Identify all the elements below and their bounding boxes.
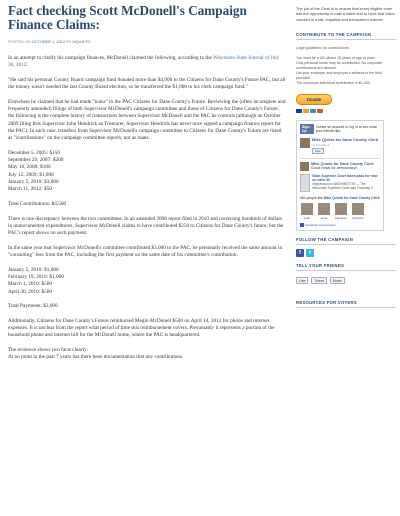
meta-date-link[interactable]: OCTOBER 1, 2012 [31, 40, 66, 44]
contribution-item: March 11, 2012: $50 [8, 186, 52, 193]
amex-card-icon [310, 109, 316, 113]
main-content [8, 0, 286, 369]
post-body [8, 55, 286, 361]
contribute-heading: CONTRIBUTE TO THE CAMPAIGN [296, 32, 396, 40]
payment-item: January 5, 2010: $1,000 [8, 266, 59, 273]
fb-signup-text: Create an account or log in to see what your friends like. [315, 124, 377, 133]
payments-list [8, 267, 286, 296]
meta-by: BY [66, 40, 72, 44]
fb-page-header [300, 138, 380, 154]
fb-fan[interactable] [317, 203, 331, 220]
contribution-item: July 12, 2009: $1,000 [8, 171, 54, 178]
sidebar-intro: The job of the Clerk is to ensure that every eligible voter has the opportunity to cast a ballot and to have that ballot counted in a fair, impartial and transparent manner. [296, 6, 395, 22]
fb-fan[interactable] [334, 203, 348, 220]
meta-prefix: POSTED ON [8, 40, 31, 44]
legal-line: The maximum individual contribution is $1,000. [296, 81, 371, 86]
sidebar [296, 0, 396, 308]
payment-item: March 1, 2010: $500 [8, 281, 53, 288]
bottom-fade [0, 488, 400, 516]
fan-avatar [352, 203, 364, 215]
fb-fans-page[interactable]: Mike Quieto for Dane County Clerk [323, 196, 380, 201]
fan-avatar [335, 203, 347, 215]
tell-friends-heading: TELL YOUR FRIENDS [296, 263, 396, 271]
facebook-icon [300, 223, 304, 227]
legal-guidelines [296, 46, 396, 86]
fb-link-title[interactable]: State Supreme Court takes pass for now on voter ID [312, 174, 378, 183]
paragraph-1: In an attempt to clarify his campaign finances, McDonell claimed the following, according to the Wisconsin State Journal of July 30, 2012: [8, 55, 280, 69]
fb-page-name[interactable]: Mike Quieto for Dane County Clerk [312, 136, 379, 142]
wsj-link[interactable]: Wisconsin State Journal of July 30, 2012 [8, 55, 280, 69]
contribution-item: May 16, 2008: $100 [8, 164, 51, 171]
fb-faces [300, 203, 380, 220]
contributions-list [8, 150, 286, 194]
fb-page-avatar [300, 138, 310, 148]
fan-name: Rachelle [352, 216, 364, 221]
legal-line: Legal guidelines for contributions: [296, 46, 350, 51]
mastercard-icon [303, 109, 309, 113]
fb-signup-bar [300, 124, 380, 134]
meta-author-link[interactable]: MQUIETO [72, 40, 91, 44]
fb-post-author[interactable]: Mike Quieto for Dane County Clerk [311, 161, 374, 166]
paragraph-8: At no point in the past 7 years has there been documentation that any contributions [8, 354, 183, 361]
contribution-item: January 5, 2010: $3,000 [8, 179, 59, 186]
contribution-item: December 5, 2005: $150 [8, 149, 60, 156]
twitter-icon[interactable]: t [306, 249, 314, 257]
post-meta [8, 40, 286, 44]
fb-fan[interactable] [351, 203, 365, 220]
post-title: Fact checking Scott McDonell's Campaign Finance Claims: [8, 3, 247, 32]
paragraph-3: Elsewhere he claimed that he had made "loans" to the PAC Citizens for Dane County's Future. Reviewing the (often incomplete and frequently amended) filings of both Supervisor McDonell's campaign committee and those of Citizens for Dane County's Future, the following is the complete history of transactions between Supervisor McDonell and the PAC he controls (although an October 2009 filing lists Supervisor John Hendrick as Treasurer, Supervisor Hendrick has never once signed a campaign finance report for the PAC). In each case, transfers from Supervisor McDonell's campaign committee to Citizens for Dane County's Future are listed as "contributions" on the campaign committee reports, not as loans. [8, 98, 286, 142]
paragraph-5: In the same year that Supervisor McDonell's committee contributed $3,000 to the PAC, he personally received the same amount in "consulting" fees from the PAC, including the first payment on the same date of his committee's contribution. [8, 244, 283, 259]
payment-item: April 30, 2010: $500 [8, 288, 53, 295]
fb-link-preview[interactable] [300, 174, 380, 192]
fan-name: Katherine [335, 216, 347, 221]
share-tweet-button[interactable]: Tweet [311, 277, 326, 284]
fb-page-sub: on Facebook [312, 142, 330, 147]
fan-name: Leah [303, 216, 311, 221]
fb-post-text: Good news for democracy!! [311, 166, 358, 171]
total-payments: Total Payments: $3,000 [8, 303, 58, 310]
fan-avatar [318, 203, 330, 215]
follow-icons [296, 249, 396, 257]
fb-post-avatar [300, 162, 309, 171]
fb-plugin-footer[interactable] [300, 223, 380, 227]
donate-button[interactable]: Donate [296, 94, 332, 105]
fb-fans-count: 584 people like [300, 196, 323, 201]
fan-name: Jamie [320, 216, 328, 221]
share-like-button[interactable]: Like [296, 277, 308, 284]
fb-like-button[interactable]: Like [312, 148, 324, 154]
fb-link-text: chippewa.com WASHINGTON — The Wisconsin Supreme Court said Thursday it [312, 182, 373, 191]
payment-item: February 19, 2010: $1,000 [8, 273, 64, 280]
facebook-widget [296, 120, 384, 231]
fb-signup-button[interactable]: Sign Up [300, 124, 314, 134]
facebook-icon[interactable]: f [296, 249, 304, 257]
resources-heading: RESOURCES FOR VOTERS [296, 300, 396, 308]
visa-card-icon [296, 109, 302, 113]
fb-post [300, 158, 380, 172]
fan-avatar [301, 203, 313, 215]
contribution-item: September 29, 2007: $200 [8, 157, 64, 164]
fb-fans-line [300, 196, 380, 200]
paragraph-7: The evidence shows two facts clearly: [8, 346, 89, 353]
legal-line: Only personal funds may be contributed. No corporate contributions are allowed. [296, 61, 383, 71]
paragraph-6: Additionally, Citizens for Dane County's Future reimbursed Megin McDonell $500 on April 14, 2012 for phone and internet expenses. It is unclear from the report what period of time this reimbursement covers. Presumably it represents a portion of the household phone and internet bill for the McDonell home, where the PAC is headquartered. [8, 317, 275, 339]
total-contributions: Total Contributions: $4,500 [8, 200, 67, 207]
share-email-button[interactable]: Email [330, 277, 345, 284]
discover-card-icon [317, 109, 323, 113]
share-buttons [296, 277, 396, 284]
paragraph-4: There is one discrepancy between the two committees. In an amended 2008 report filed in 2010 and correcting hundreds of dollars in undocumented expenditures, Supervisor McDonell claims to have contributed $250 to Citizens for Dane County's future, but the PAC's report shows no such payment. [8, 215, 284, 237]
fb-link-thumbnail [300, 174, 310, 192]
legal-line: List your employer and employer's address in the field provided [296, 71, 382, 81]
follow-heading: FOLLOW THE CAMPAIGN [296, 237, 396, 245]
fb-fan[interactable] [300, 203, 314, 220]
card-icons [296, 109, 396, 113]
legal-line: You must be a US citizen 18 years of age or older [296, 56, 375, 61]
fb-plugin-label: Facebook social plugin [305, 223, 336, 228]
quote-paragraph: "He said his personal County Board campaign fund donated more than $4,000 to the Citizens for Dane County's Future PAC, but all the money wasn't needed the last County Board election, so he transferred the $1,800 to his clerk campaign fund." [8, 76, 286, 91]
